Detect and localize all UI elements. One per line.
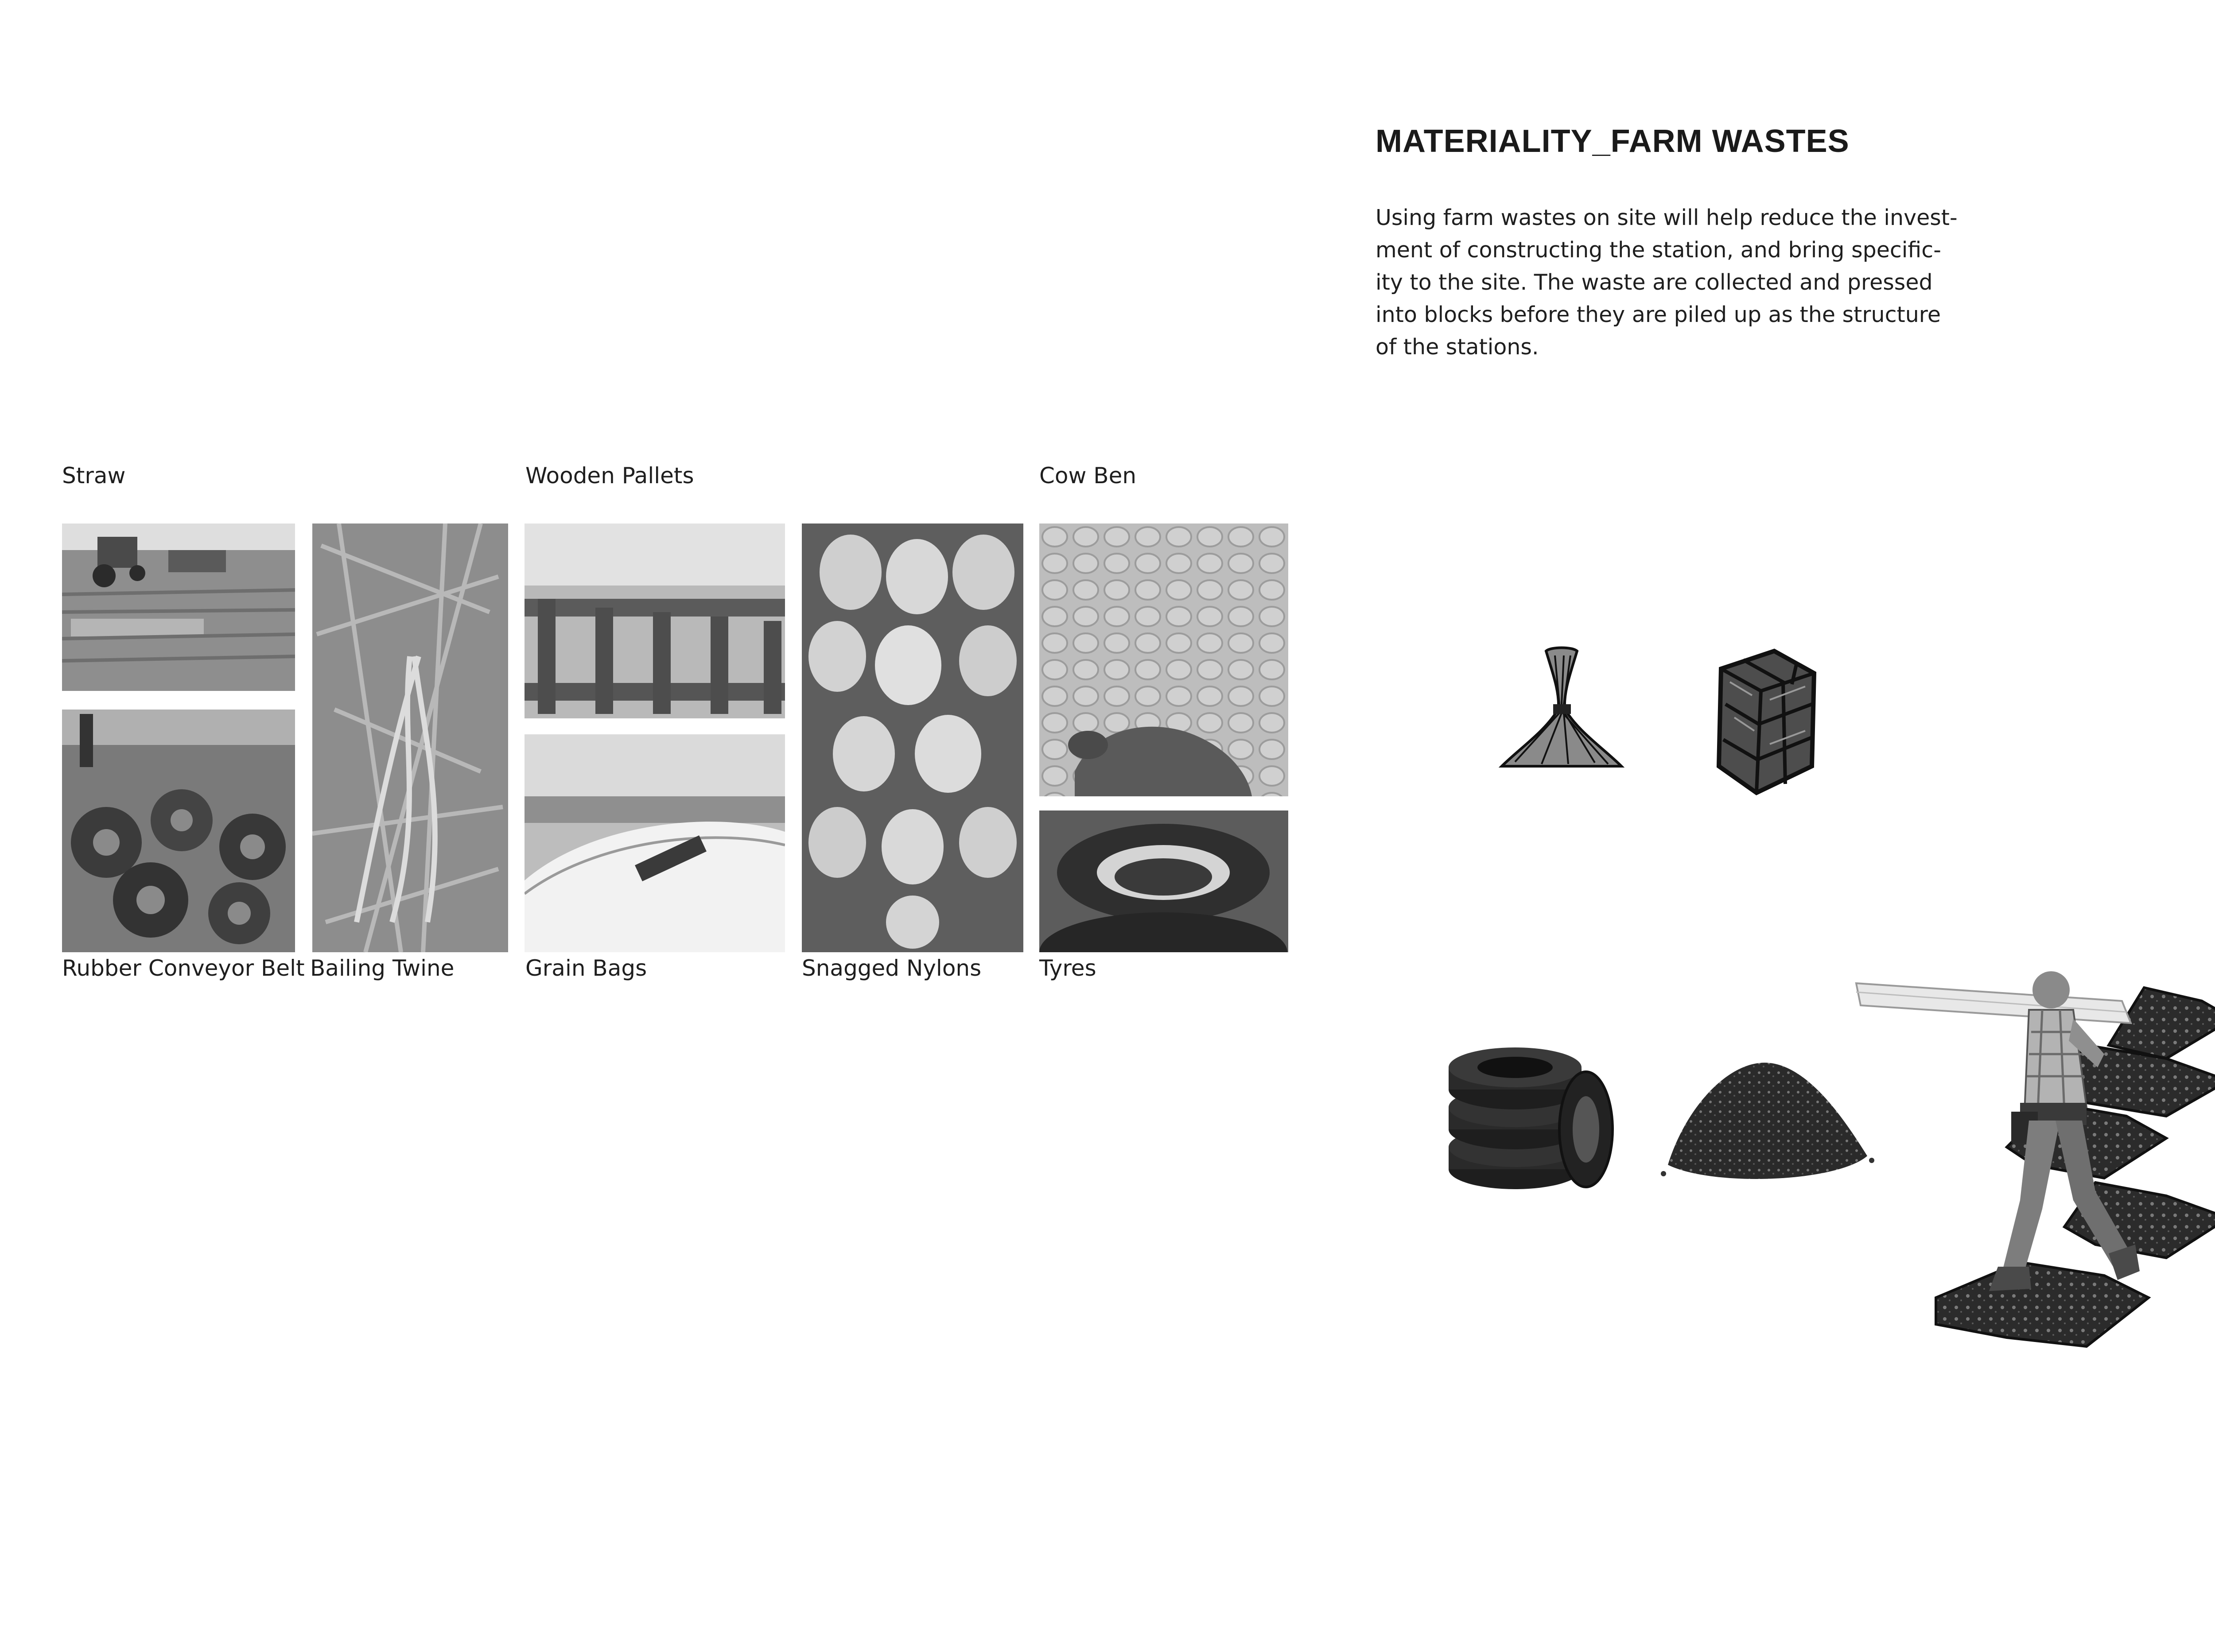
bailing-twine-photo (312, 524, 508, 952)
straw-photo (62, 524, 295, 691)
label-rubber-conveyor-belt: Rubber Conveyor Belt (62, 955, 305, 981)
wooden-pallets-photo (525, 524, 785, 718)
hay-bale (1708, 642, 1825, 797)
rubber-rolls-image (62, 710, 295, 952)
description-line: ment of constructing the station, and bring specific- (1376, 237, 1941, 263)
label-snagged-nylons: Snagged Nylons (802, 955, 982, 981)
snagged-nylons-photo (802, 524, 1023, 952)
cow-bedding-image (1039, 524, 1288, 796)
label-cow-ben: Cow Ben (1039, 463, 1137, 489)
tyre-stack-image (1039, 810, 1288, 952)
description-line: into blocks before they are piled up as the structure (1376, 302, 1941, 327)
tractor-field-image (62, 524, 295, 691)
description-line: of the stations. (1376, 334, 1539, 360)
tyre-stack-icon (1449, 1041, 1617, 1191)
cow-ben-photo (1039, 524, 1288, 796)
label-tyres: Tyres (1039, 955, 1096, 981)
grain-bags-photo (525, 734, 785, 952)
label-grain-bags: Grain Bags (525, 955, 647, 981)
grain-bag-image (525, 734, 785, 952)
hay-bale-icon (1708, 642, 1825, 797)
straw-bundle-icon (1497, 642, 1626, 775)
straw-bundle (1497, 642, 1626, 775)
pallet-fence-image (525, 524, 785, 718)
tyre-stack (1449, 1041, 1617, 1191)
worker-figure (1856, 961, 2140, 1315)
twine-strands-image (312, 524, 508, 952)
description-line: ity to the site. The waste are collected and pressed (1376, 270, 1933, 295)
page-title: MATERIALITY_FARM WASTES (1376, 124, 1850, 159)
label-bailing-twine: Bailing Twine (310, 955, 455, 981)
label-wooden-pallets: Wooden Pallets (525, 463, 694, 489)
rubber-conveyor-belt-photo (62, 710, 295, 952)
rubber-crumb-icon (1659, 1041, 1872, 1191)
description-paragraph (1376, 202, 1958, 363)
description-line: Using farm wastes on site will help reduce the invest- (1376, 205, 1958, 230)
tyres-photo (1039, 810, 1288, 952)
label-straw: Straw (62, 463, 126, 489)
nylon-bulbs-image (802, 524, 1023, 952)
rubber-crumb-pile (1659, 1041, 1872, 1191)
worker-carrying-beam-icon (1856, 961, 2140, 1315)
